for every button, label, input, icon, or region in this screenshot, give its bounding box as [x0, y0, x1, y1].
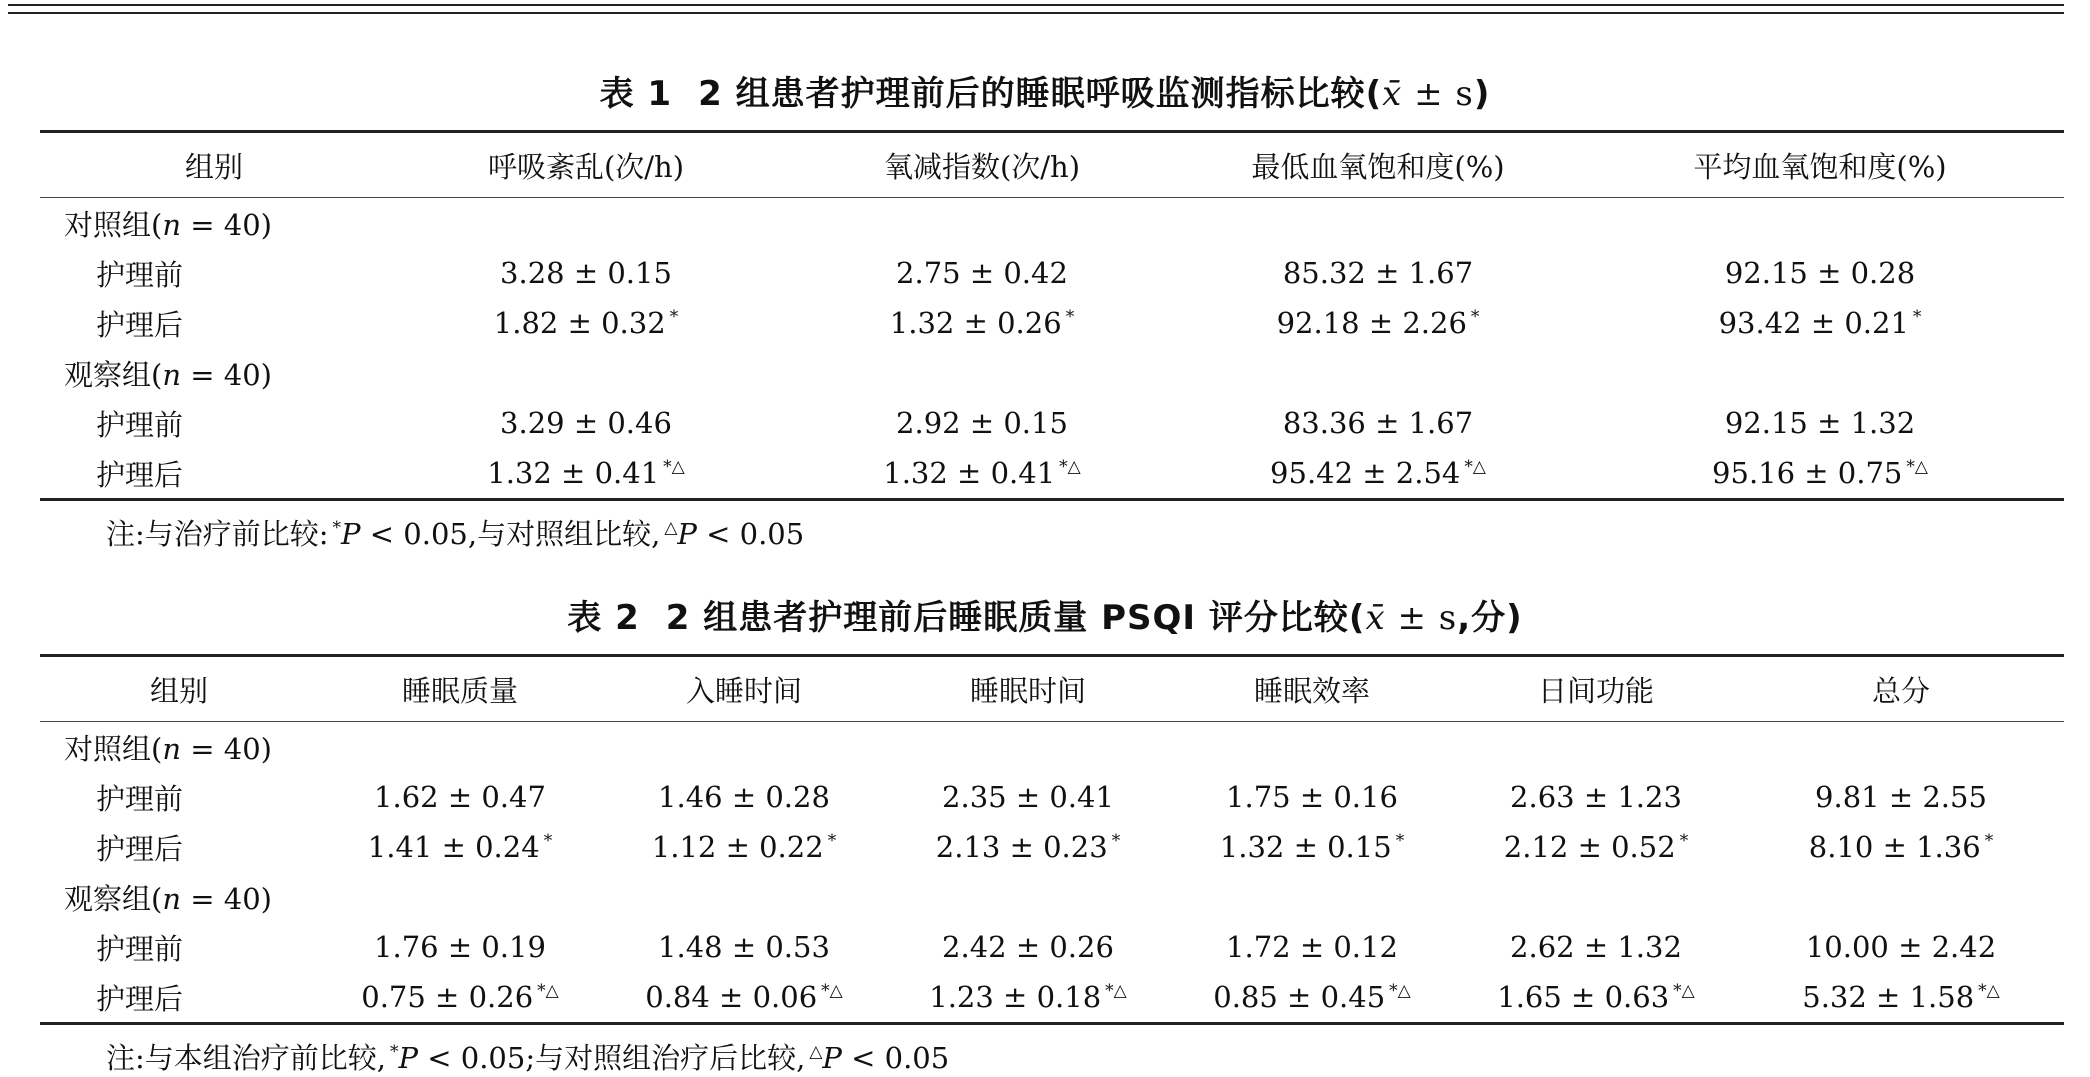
cell-value: 2.92 ± 0.15: [896, 406, 1068, 440]
significance-mark: *△: [1059, 457, 1081, 477]
cell-value: 2.63 ± 1.23: [1510, 780, 1682, 814]
cell-value: 95.16 ± 0.75: [1712, 456, 1903, 490]
table-cell: [1170, 772, 1454, 822]
table-cell: [602, 922, 886, 972]
cell-value: 2.62 ± 1.32: [1510, 930, 1682, 964]
table-cell: [1738, 822, 2064, 872]
group-row: [40, 348, 2064, 398]
group-n-value: = 40): [181, 357, 272, 392]
column-header: 日间功能: [1454, 656, 1738, 722]
note-text: 注:与治疗前比较:: [106, 517, 329, 551]
table2-number: 表 2: [567, 598, 640, 638]
cell-value: 0.85 ± 0.45: [1213, 980, 1386, 1014]
table-row: [40, 972, 2064, 1024]
table-cell: [784, 398, 1180, 448]
cell-value: 0.84 ± 0.06: [645, 980, 818, 1014]
table1-header-row: [40, 132, 2064, 198]
note-text: < 0.05: [841, 1041, 950, 1075]
significance-mark: *△: [1105, 981, 1127, 1001]
note-text: < 0.05: [696, 517, 805, 551]
table-row: [40, 922, 2064, 972]
table-row: [40, 822, 2064, 872]
table-cell: [1454, 972, 1738, 1024]
table2-title: 2 组患者护理前后睡眠质量 PSQI 评分比较(: [665, 598, 1366, 638]
cell-value: 2.12 ± 0.52: [1503, 830, 1676, 864]
cell-value: 85.32 ± 1.67: [1282, 256, 1474, 290]
column-header: 最低血氧饱和度(%): [1180, 132, 1576, 198]
significance-mark: *: [1395, 831, 1405, 851]
cell-value: 1.32 ± 0.26: [889, 306, 1062, 340]
column-header: 呼吸紊乱(次/h): [388, 132, 784, 198]
table-cell: [1576, 248, 2064, 298]
note-mark: △: [809, 1042, 823, 1062]
table-cell: [1576, 398, 2064, 448]
cell-value: 92.18 ± 2.26: [1276, 306, 1467, 340]
row-label: 护理前: [96, 407, 184, 442]
table2-caption: [0, 590, 2090, 639]
group-name: 观察组(: [64, 357, 163, 392]
significance-mark: *: [1111, 831, 1121, 851]
table1-title-pm: ± s: [1402, 74, 1474, 114]
significance-mark: *△: [1464, 457, 1486, 477]
top-rule: [8, 4, 2064, 6]
table-cell: [318, 772, 602, 822]
column-header: 氧减指数(次/h): [784, 132, 1180, 198]
table1-caption: [0, 66, 2090, 115]
top-rule: [8, 12, 2064, 14]
note-text: < 0.05;与对照组治疗后比较,: [418, 1041, 806, 1075]
group-n-value: = 40): [181, 207, 272, 242]
cell-value: 83.36 ± 1.67: [1282, 406, 1474, 440]
table-cell: [784, 448, 1180, 500]
cell-value: 1.32 ± 0.15: [1219, 830, 1392, 864]
row-label: 护理前: [96, 781, 184, 816]
column-header: 睡眠效率: [1170, 656, 1454, 722]
table1-title: 2 组患者护理前后的睡眠呼吸监测指标比较(: [698, 74, 1383, 114]
cell-value: 92.15 ± 0.28: [1724, 256, 1916, 290]
table-cell: [318, 972, 602, 1024]
table1-number: 表 1: [599, 74, 673, 114]
cell-value: 2.42 ± 0.26: [942, 930, 1114, 964]
table-cell: [1180, 448, 1576, 500]
table2-title-math: x̄: [1365, 598, 1386, 638]
row-label: 护理前: [96, 257, 184, 292]
note-text: < 0.05,与对照组比较,: [360, 517, 661, 551]
row-label: 护理后: [40, 448, 388, 500]
table-cell: [1576, 448, 2064, 500]
cell-value: 1.65 ± 0.63: [1497, 980, 1670, 1014]
cell-value: 1.76 ± 0.19: [374, 930, 546, 964]
table-cell: [1454, 822, 1738, 872]
table-cell: [388, 398, 784, 448]
table-cell: [602, 972, 886, 1024]
significance-mark: *△: [1673, 981, 1695, 1001]
row-label: 护理后: [96, 307, 184, 342]
table-row: [40, 248, 2064, 298]
note-mark: △: [664, 518, 678, 538]
cell-value: 2.75 ± 0.42: [896, 256, 1068, 290]
significance-mark: *: [1470, 307, 1480, 327]
table-row: [40, 448, 2064, 500]
table-cell: [602, 822, 886, 872]
cell-value: 1.41 ± 0.24: [367, 830, 540, 864]
cell-value: 3.29 ± 0.46: [500, 406, 672, 440]
group-label: [40, 348, 2064, 398]
group-row: [40, 872, 2064, 922]
table-cell: [1738, 772, 2064, 822]
group-n: n: [162, 207, 182, 242]
table-cell: [1454, 922, 1738, 972]
significance-mark: *△: [821, 981, 843, 1001]
cell-value: 95.42 ± 2.54: [1270, 456, 1461, 490]
table2-header-row: [40, 656, 2064, 722]
column-header: 睡眠质量: [318, 656, 602, 722]
cell-value: 3.28 ± 0.15: [500, 256, 672, 290]
column-header: 总分: [1738, 656, 2064, 722]
table2-title-close: ,分): [1457, 598, 1523, 638]
cell-value: 1.75 ± 0.16: [1226, 780, 1398, 814]
table-row: [40, 298, 2064, 348]
cell-value: 10.00 ± 2.42: [1805, 930, 1997, 964]
cell-value: 0.75 ± 0.26: [361, 980, 534, 1014]
group-row: [40, 198, 2064, 249]
table-cell: [318, 922, 602, 972]
cell-value: 1.82 ± 0.32: [493, 306, 666, 340]
table1-note: [106, 512, 804, 553]
note-mark: *: [390, 1042, 399, 1062]
row-label: 护理前: [96, 931, 184, 966]
column-header: 入睡时间: [602, 656, 886, 722]
column-header: 平均血氧饱和度(%): [1576, 132, 2064, 198]
table-cell: [388, 298, 784, 348]
group-row: [40, 722, 2064, 773]
group-n: n: [162, 731, 182, 766]
table-cell: [886, 772, 1170, 822]
table-cell: [1170, 972, 1454, 1024]
table-cell: [388, 248, 784, 298]
cell-value: 1.32 ± 0.41: [487, 456, 660, 490]
table-cell: [886, 972, 1170, 1024]
cell-value: 8.10 ± 1.36: [1808, 830, 1981, 864]
cell-value: 1.46 ± 0.28: [658, 780, 830, 814]
table-cell: [1180, 298, 1576, 348]
significance-mark: *△: [537, 981, 559, 1001]
cell-value: 9.81 ± 2.55: [1815, 780, 1987, 814]
significance-mark: *: [1912, 307, 1922, 327]
table-cell: [1576, 298, 2064, 348]
cell-value: 2.13 ± 0.23: [935, 830, 1108, 864]
table-cell: [1170, 922, 1454, 972]
group-n: n: [162, 881, 182, 916]
table-cell: [1738, 972, 2064, 1024]
cell-value: 93.42 ± 0.21: [1718, 306, 1909, 340]
note-text: 注:与本组治疗前比较,: [106, 1041, 386, 1075]
cell-value: 1.72 ± 0.12: [1226, 930, 1398, 964]
group-name: 观察组(: [64, 881, 163, 916]
group-label: [40, 872, 2064, 922]
cell-value: 1.12 ± 0.22: [651, 830, 824, 864]
table1-title-math: x̄: [1382, 74, 1403, 114]
table-cell: [1738, 922, 2064, 972]
group-label: [40, 722, 2064, 773]
column-header: 组别: [40, 132, 388, 198]
table1-title-close: ): [1473, 74, 1491, 114]
table2: [40, 654, 2064, 1025]
group-label: [40, 198, 2064, 249]
table-cell: [1170, 822, 1454, 872]
table2-note: [106, 1036, 949, 1077]
row-label: 护理后: [96, 831, 184, 866]
cell-value: 1.32 ± 0.41: [883, 456, 1056, 490]
cell-value: 92.15 ± 1.32: [1724, 406, 1916, 440]
table-row: [40, 398, 2064, 448]
table-cell: [1454, 772, 1738, 822]
table-cell: [886, 822, 1170, 872]
group-n-value: = 40): [181, 731, 272, 766]
table-row: [40, 772, 2064, 822]
note-p: P: [398, 1041, 419, 1075]
group-name: 对照组(: [64, 731, 163, 766]
table-cell: [1180, 398, 1576, 448]
group-name: 对照组(: [64, 207, 163, 242]
column-header: 睡眠时间: [886, 656, 1170, 722]
note-p: P: [822, 1041, 842, 1075]
table-cell: [602, 772, 886, 822]
group-n-value: = 40): [181, 881, 272, 916]
note-p: P: [341, 517, 361, 551]
significance-mark: *: [1065, 307, 1075, 327]
table2-title-pm: ± s: [1385, 598, 1458, 638]
significance-mark: *△: [1978, 981, 2000, 1001]
significance-mark: *△: [1906, 457, 1928, 477]
note-mark: *: [332, 518, 342, 538]
table-cell: [784, 298, 1180, 348]
cell-value: 1.62 ± 0.47: [374, 780, 546, 814]
table-cell: [1180, 248, 1576, 298]
cell-value: 2.35 ± 0.41: [942, 780, 1114, 814]
significance-mark: *△: [663, 457, 685, 477]
note-p: P: [677, 517, 697, 551]
significance-mark: *△: [1389, 981, 1411, 1001]
table-cell: [318, 822, 602, 872]
group-n: n: [162, 357, 182, 392]
significance-mark: *: [827, 831, 837, 851]
column-header: 组别: [40, 656, 318, 722]
table-cell: [784, 248, 1180, 298]
significance-mark: *: [543, 831, 553, 851]
cell-value: 1.48 ± 0.53: [658, 930, 830, 964]
table-cell: [388, 448, 784, 500]
significance-mark: *: [669, 307, 679, 327]
table1: [40, 130, 2064, 501]
cell-value: 5.32 ± 1.58: [1802, 980, 1975, 1014]
table-cell: [886, 922, 1170, 972]
row-label: 护理后: [40, 972, 318, 1024]
significance-mark: *: [1984, 831, 1994, 851]
significance-mark: *: [1679, 831, 1689, 851]
cell-value: 1.23 ± 0.18: [929, 980, 1102, 1014]
